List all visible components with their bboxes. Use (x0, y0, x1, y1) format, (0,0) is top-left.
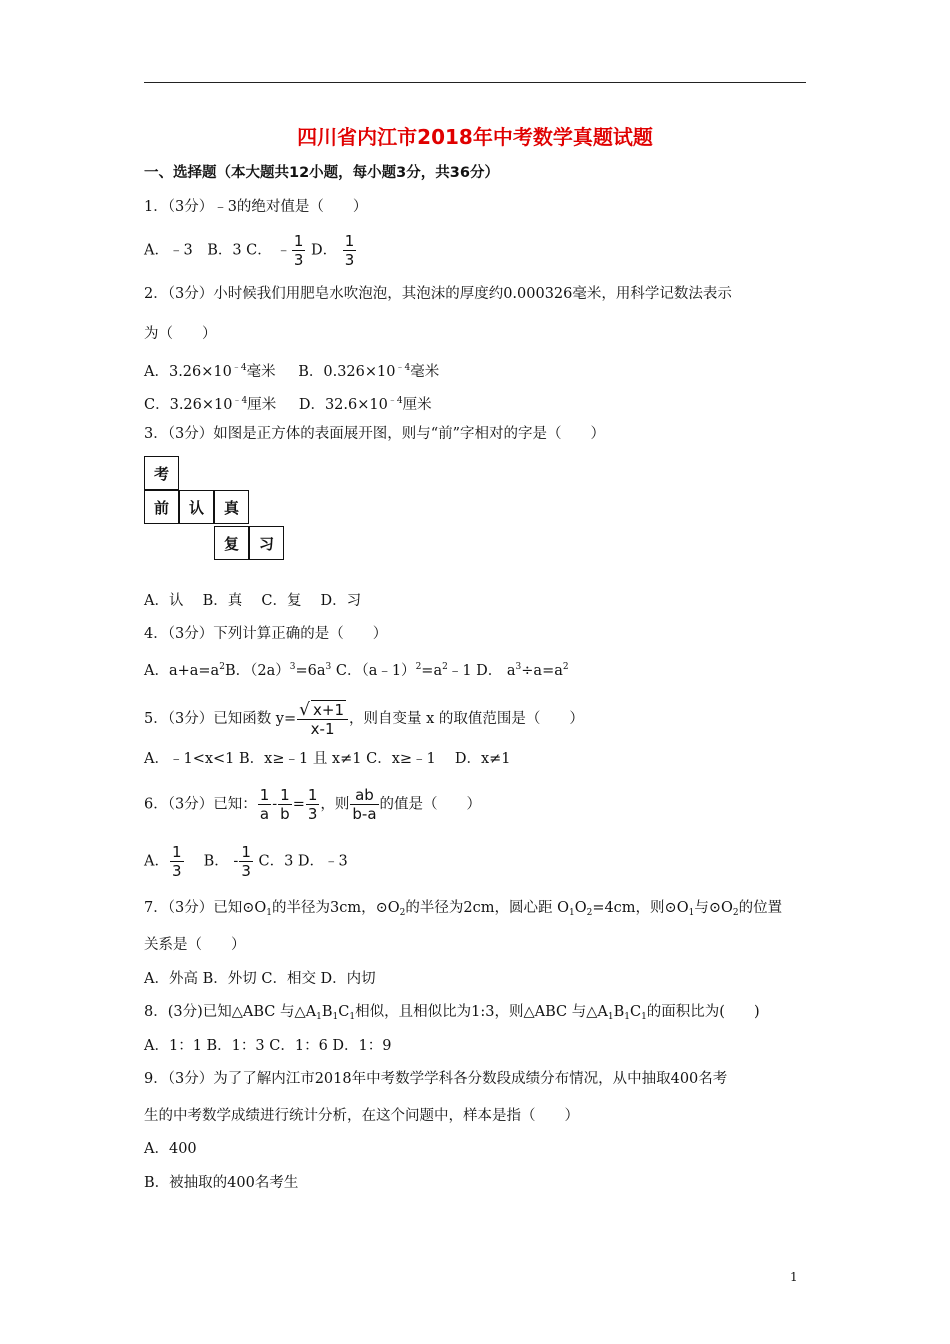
cube-face: 真 (214, 490, 249, 524)
cube-face: 前 (144, 490, 179, 524)
question-2-options-cd: C．$3.26\times 10^{﹣4}$厘米 D．$32.6\times 10^{﹣4}$厘米 (144, 396, 432, 413)
question-7-stem-cont: 关系是（ ） (144, 937, 246, 953)
question-5-stem: 5．（3分）已知函数 y= $\frac{√ x+1}{x-1}$ ，则自变量 x 的取值范围是（ ） (144, 700, 584, 738)
header-rule (144, 82, 806, 83)
fraction: $\frac{ab}{b-a}$ (352, 786, 377, 823)
cube-face: 考 (144, 456, 179, 490)
question-6-options: A． $\frac{1}{3}$ B． - $\frac{1}{3}$ C．3 D．﹣3 (144, 843, 348, 880)
question-1-stem: 1．（3分）﹣3的绝对值是（ ） (144, 199, 368, 215)
fraction: $\frac{1}{3}$ (171, 843, 182, 880)
question-8-stem: 8．(3分)已知△ABC 与$\triangle A_1B_1C_1$相似，且相似比为1:3，则△ABC 与$\triangle A_1B_1C_1$的面积比为( ) (144, 1004, 760, 1022)
question-5-options: A．﹣1<x<1 B．x≥﹣1 且 x≠1 C．x≥﹣1 D．x≠1 (144, 751, 511, 767)
question-9-option-a: A．400 (144, 1141, 197, 1157)
sqrt-fraction: $\frac{√ x+1}{x-1}$ (297, 700, 348, 738)
option-c-sign: ﹣ (276, 242, 291, 259)
question-1-options: A．﹣3 B．3 C． ﹣ $\frac{1}{3}$ D． $\frac{1}{3}$ (144, 232, 355, 269)
question-2-options-ab: A．$3.26\times 10^{﹣4}$毫米 B．$0.326\times 10^{﹣4}$毫米 (144, 363, 440, 380)
fraction: $\frac{1}{a}$ (259, 786, 270, 823)
question-8-options: A．1：1 B．1：3 C．1：6 D．1：9 (144, 1038, 392, 1054)
question-3-stem: 3．（3分）如图是正方体的表面展开图，则与“前”字相对的字是（ ） (144, 426, 606, 442)
cube-face: 复 (214, 526, 249, 560)
question-2-stem: 2．（3分）小时候我们用肥皂水吹泡泡，其泡沫的厚度约0.000326毫米，用科学记数法表示 (144, 286, 732, 302)
page-title: 四川省内江市2018年中考数学真题试题 (297, 125, 653, 149)
question-4-options: A．$a+a=a^2B$．$(2a)^3=6a^3$ C．$(a﹣1)^2=a^2﹣1$ D． $a^3\div a=a^2$ (144, 662, 569, 679)
fraction: $\frac{1}{b}$ (280, 786, 290, 823)
fraction: $\frac{1}{3}$ (307, 786, 318, 823)
question-6-stem: 6．（3分）已知： $\frac{1}{a}$ - $\frac{1}{b}$ = $\frac{1}{3}$ ，则 $\frac{ab}{b-a}$ 的值是（ ） (144, 786, 482, 823)
cube-face: 认 (179, 490, 214, 524)
page-number: 1 (790, 1270, 798, 1284)
section-heading: 一、选择题（本大题共12小题，每小题3分，共36分） (144, 165, 499, 181)
fraction: $\frac{1}{3}$ (293, 232, 304, 269)
fraction: $\frac{1}{3}$ (241, 843, 251, 880)
question-3-options: A．认 B．真 C．复 D．习 (144, 593, 362, 609)
question-7-stem: 7．（3分）已知$⊙O_1$的半径为3cm，$⊙O_2$的半径为2cm，圆心距 $O_1O_2=4cm$，则$⊙O_1$与$⊙O_2$的位置 (144, 900, 783, 918)
fraction: $\frac{1}{3}$ (344, 232, 355, 269)
question-9-stem: 9．（3分）为了了解内江市2018年中考数学学科各分数段成绩分布情况，从中抽取400名考 (144, 1071, 728, 1087)
question-7-options: A．外高 B．外切 C．相交 D．内切 (144, 971, 376, 987)
question-2-stem-cont: 为（ ） (144, 326, 217, 342)
question-9-option-b: B．被抽取的400名考生 (144, 1175, 299, 1191)
cube-face: 习 (249, 526, 284, 560)
question-4-stem: 4．（3分）下列计算正确的是（ ） (144, 626, 388, 642)
question-9-stem-cont: 生的中考数学成绩进行统计分析，在这个问题中，样本是指（ ） (144, 1108, 579, 1124)
